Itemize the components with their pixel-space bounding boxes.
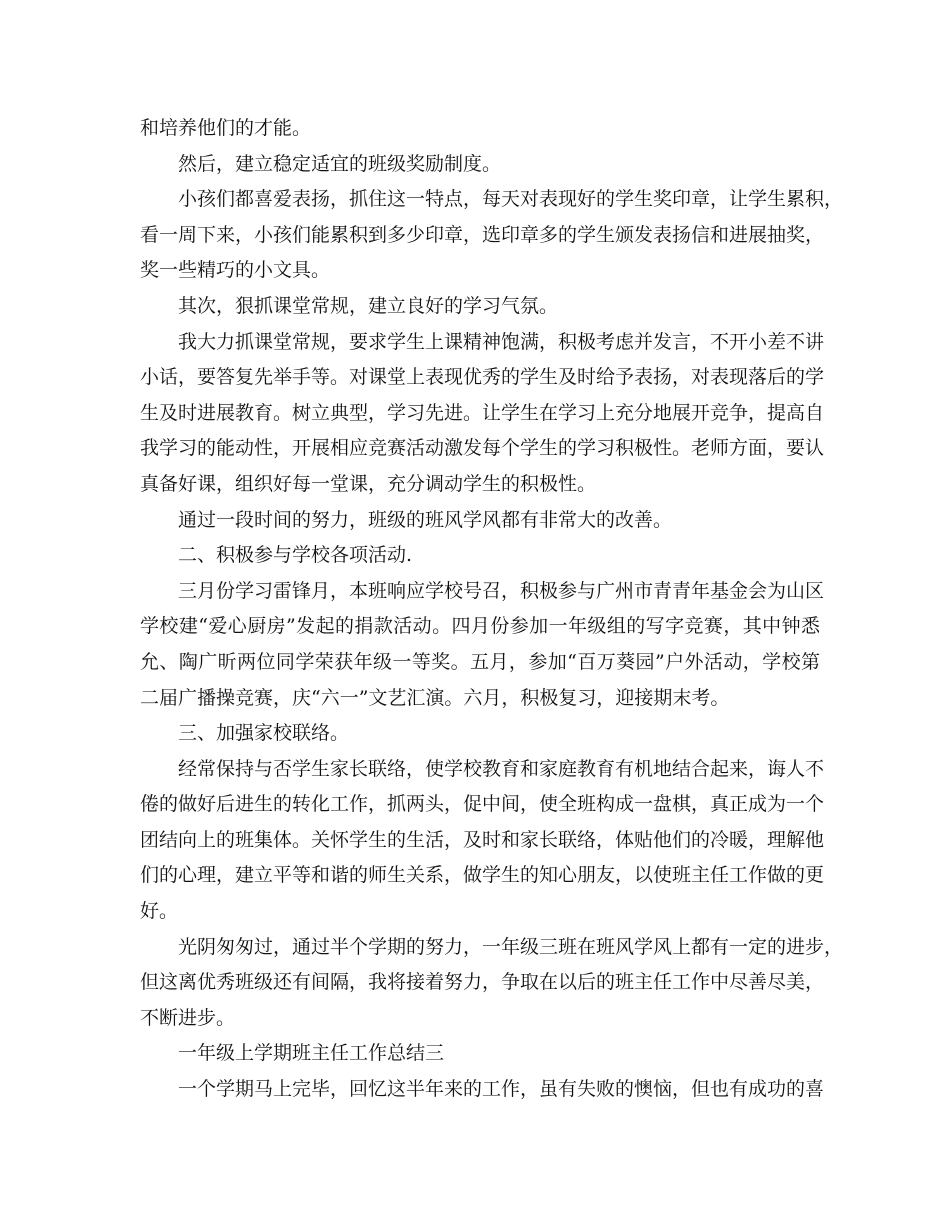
text-line: 二届广播操竞赛，庆“六一”文艺汇演。六月，积极复习，迎接期末考。 (140, 686, 730, 709)
text-line: 一个学期马上完毕，回忆这半年来的工作，虽有失败的懊恼，但也有成功的喜 (178, 1078, 825, 1101)
text-line: 一年级上学期班主任工作总结三 (178, 1042, 445, 1065)
text-line: 我学习的能动性，开展相应竞赛活动激发每个学生的学习积极性。老师方面，要认 (140, 437, 825, 460)
text-line: 好。 (140, 900, 179, 923)
text-line: 三、加强家校联络。 (178, 722, 350, 745)
document-body (140, 111, 844, 1108)
text-line: 我大力抓课堂常规，要求学生上课精神饱满，积极考虑并发言，不开小差不讲 (178, 330, 825, 353)
text-line: 倦的做好后进生的转化工作，抓两头，促中间，使全班构成一盘棋，真正成为一个 (140, 793, 825, 816)
text-line: 但这离优秀班级还有间隔，我将接着努力，争取在以后的班主任工作中尽善尽美， (140, 971, 825, 994)
text-line: 不断进步。 (140, 1006, 236, 1029)
text-line: 和培养他们的才能。 (140, 117, 312, 139)
text-line: 然后，建立稳定适宜的班级奖励制度。 (178, 152, 502, 175)
text-line: 生及时进展教育。树立典型，学习先进。让学生在学习上充分地展开竞争，提高自 (140, 401, 825, 424)
text-line: 看一周下来，小孩们能累积到多少印章，选印章多的学生颁发表扬信和进展抽奖， (140, 223, 825, 246)
text-line: 通过一段时间的努力，班级的班风学风都有非常大的改善。 (178, 508, 673, 531)
text-line: 经常保持与否学生家长联络，使学校教育和家庭教育有机地结合起来，诲人不 (178, 757, 825, 780)
text-line: 们的心理，建立平等和谐的师生关系，做学生的知心朋友，以使班主任工作做的更 (140, 864, 825, 887)
text-line: 奖一些精巧的小文具。 (140, 259, 331, 282)
text-line: 小话，要答复先举手等。对课堂上表现优秀的学生及时给予表扬，对表现落后的学 (140, 366, 825, 389)
text-line: 团结向上的班集体。关怀学生的生活，及时和家长联络，体贴他们的冷暖，理解他 (140, 828, 825, 851)
text-line: 小孩们都喜爱表扬，抓住这一特点，每天对表现好的学生奖印章，让学生累积， (178, 188, 844, 211)
text-line: 二、积极参与学校各项活动. (178, 544, 413, 567)
text-line: 允、陶广昕两位同学荣获年级一等奖。五月，参加“百万葵园”户外活动，学校第 (140, 650, 820, 673)
text-line: 其次，狠抓课堂常规，建立良好的学习气氛。 (178, 294, 559, 317)
text-line: 光阴匆匆过，通过半个学期的努力，一年级三班在班风学风上都有一定的进步， (178, 935, 844, 958)
text-line: 学校建“爱心厨房”发起的捐款活动。四月份参加一年级组的写字竞赛，其中钟悉 (140, 615, 820, 638)
text-line: 真备好课，组织好每一堂课，充分调动学生的积极性。 (140, 472, 597, 495)
text-line: 三月份学习雷锋月，本班响应学校号召，积极参与广州市青青年基金会为山区 (178, 579, 825, 602)
